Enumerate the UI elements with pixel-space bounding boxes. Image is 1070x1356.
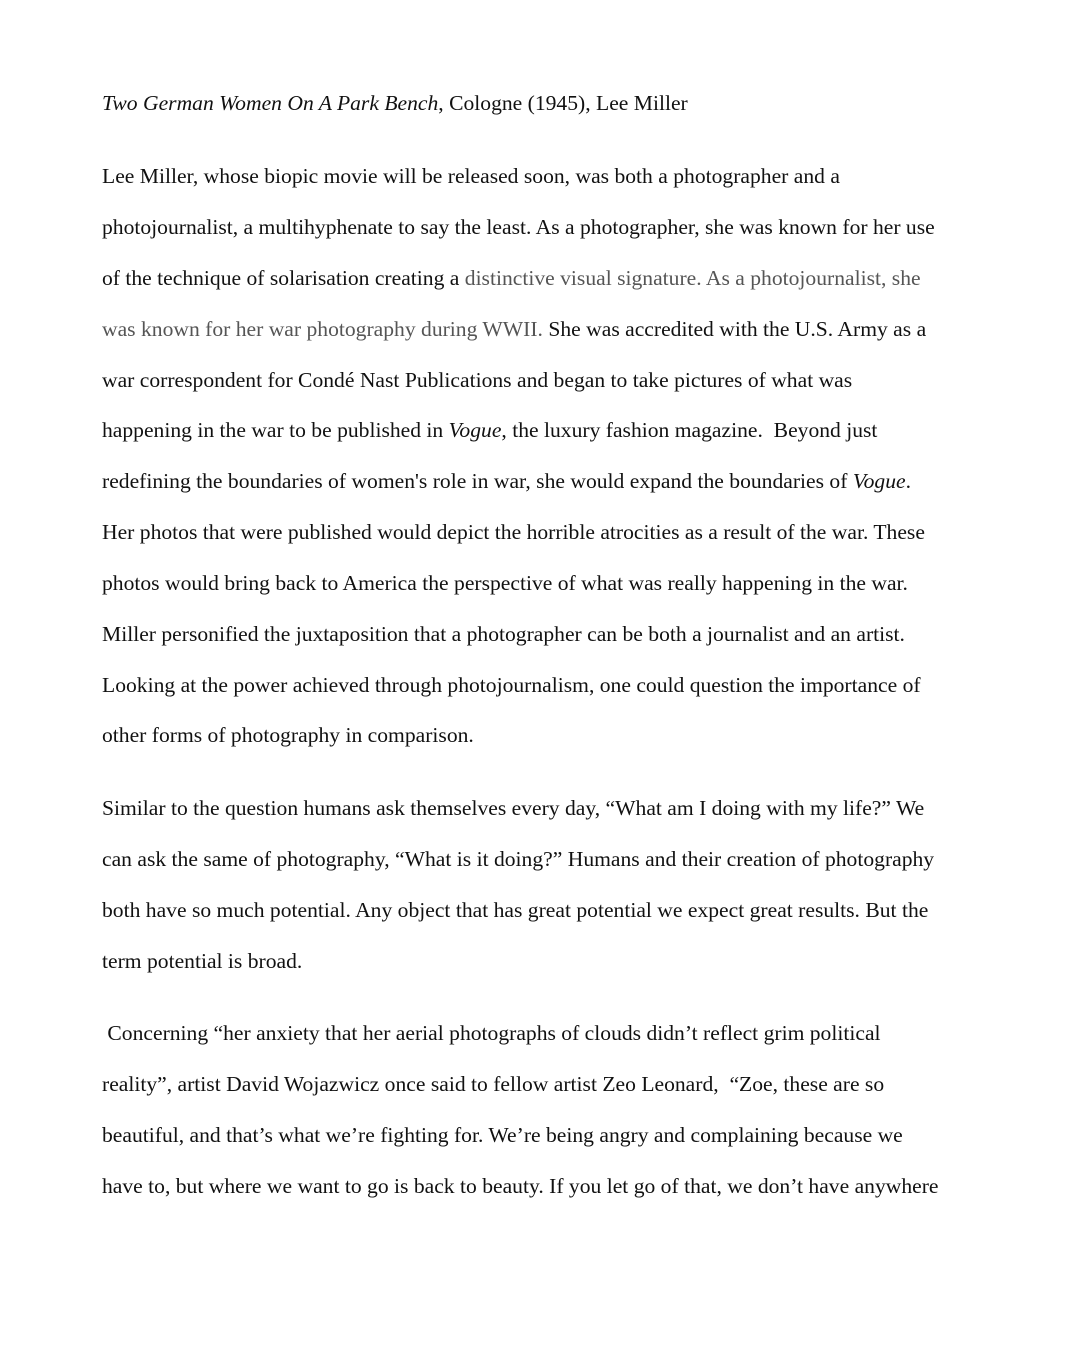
text-segment: , the luxury fashion magazine. Beyond just: [501, 418, 878, 442]
text-segment: happening in the war to be published in: [102, 418, 449, 442]
text-line: war correspondent for Condé Nast Publications and began to take pictures of what was: [102, 368, 853, 392]
text-segment-grey: was known for her war photography during WWII.: [102, 317, 549, 341]
text-segment: She was accredited with the U.S. Army as a: [548, 317, 927, 341]
text-line: other forms of photography in comparison.: [102, 723, 474, 747]
text-line: have to, but where we want to go is back to beauty. If you let go of that, we don’t have anywhere: [102, 1174, 939, 1198]
caption-details: , Cologne (1945), Lee Miller: [438, 91, 688, 115]
photo-caption: [102, 90, 688, 116]
text-line: Similar to the question humans ask themselves every day, “What am I doing with my life?” We: [102, 796, 925, 820]
text-line: Miller personified the juxtaposition that a photographer can be both a journalist and an artist.: [102, 622, 905, 646]
text-line: [102, 316, 926, 342]
magazine-title: Vogue: [852, 469, 906, 493]
text-segment-grey: distinctive visual signature. As a photojournalist, she: [464, 266, 921, 290]
text-segment: redefining the boundaries of women's role in war, she would expand the boundaries of: [102, 469, 853, 493]
text-segment: of the technique of solarisation creating a: [102, 266, 465, 290]
text-line: photojournalist, a multihyphenate to say the least. As a photographer, she was known for her use: [102, 215, 935, 239]
magazine-title: Vogue: [448, 418, 502, 442]
text-line: both have so much potential. Any object that has great potential we expect great results. But the: [102, 898, 929, 922]
text-line: [102, 468, 911, 494]
text-segment: .: [905, 469, 911, 493]
text-line: beautiful, and that’s what we’re fighting for. We’re being angry and complaining because we: [102, 1123, 903, 1147]
text-line: can ask the same of photography, “What is it doing?” Humans and their creation of photography: [102, 847, 935, 871]
text-line: [102, 265, 921, 291]
text-line: Looking at the power achieved through photojournalism, one could question the importance of: [102, 673, 921, 697]
text-line: Lee Miller, whose biopic movie will be released soon, was both a photographer and a: [102, 164, 840, 188]
text-line: [102, 417, 877, 443]
caption-title: Two German Women On A Park Bench: [102, 91, 439, 115]
text-line: photos would bring back to America the perspective of what was really happening in the war.: [102, 571, 908, 595]
text-line: term potential is broad.: [102, 949, 303, 973]
text-line: reality”, artist David Wojazwicz once said to fellow artist Zeo Leonard, “Zoe, these are so: [102, 1072, 885, 1096]
text-line: Her photos that were published would depict the horrible atrocities as a result of the war. These: [102, 520, 925, 544]
text-line: Concerning “her anxiety that her aerial photographs of clouds didn’t reflect grim political: [102, 1021, 881, 1045]
